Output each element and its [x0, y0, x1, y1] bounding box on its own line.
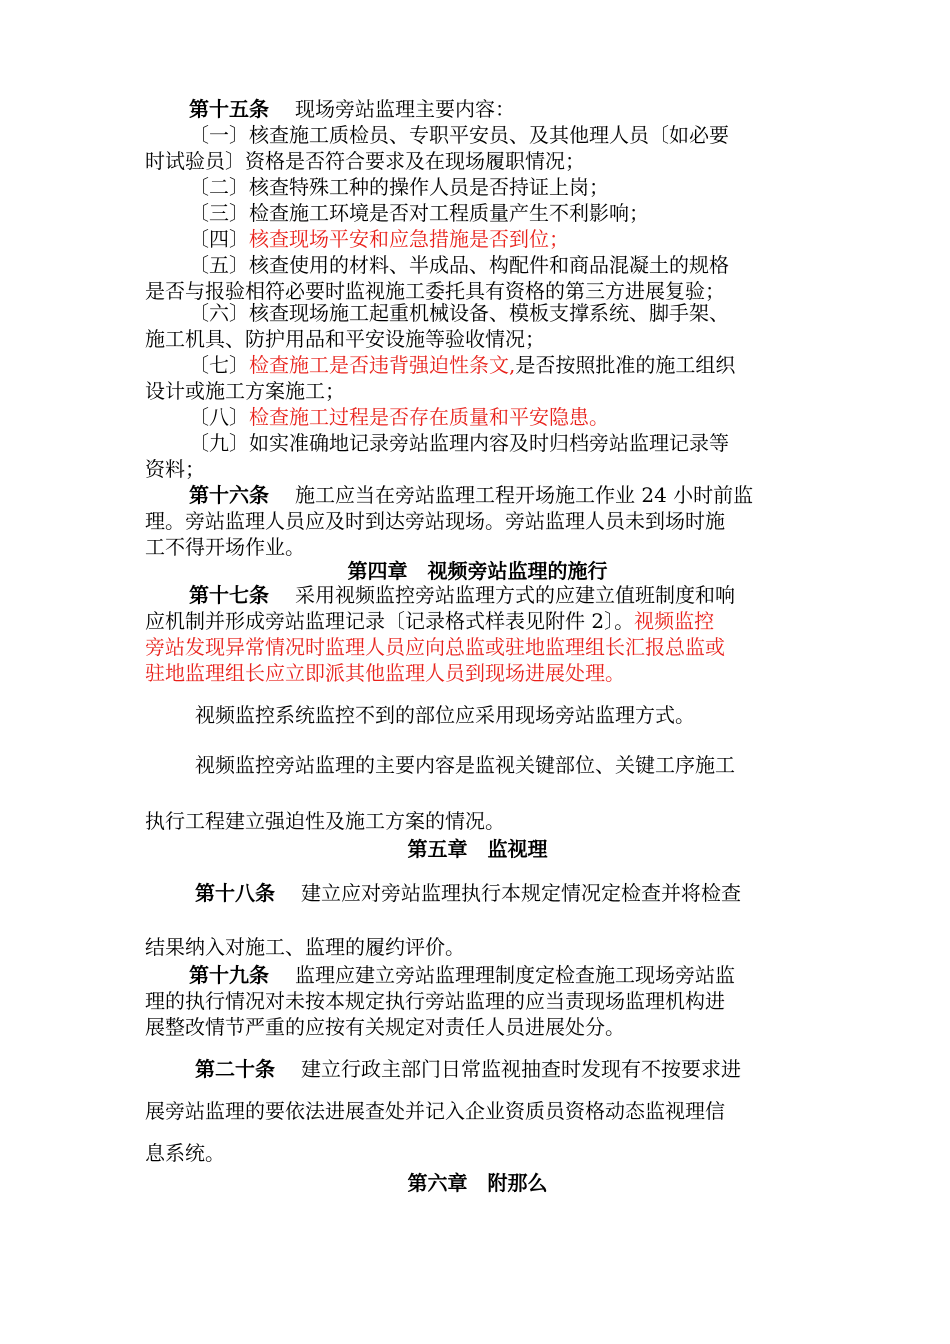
- article-19-heading: 第十九条: [189, 963, 269, 987]
- article-16-line-1: 第十六条 施工应当在旁站监理工程开场施工作业 24 小时前监: [189, 483, 754, 507]
- item-7-line-1: 〔七〕检查施工是否违背强迫性条文,是否按照批准的施工组织: [189, 353, 736, 377]
- article-20-line-1: 第二十条 建立行政主部门日常监视抽查时发现有不按要求进: [195, 1057, 741, 1081]
- article-15-title-line: [145, 96, 810, 122]
- article-18-line-2: 结果纳入对施工、监理的履约评价。: [145, 935, 465, 959]
- item-6-line-1: 〔六〕核查现场施工起重机械设备、模板支撑系统、脚手架、: [189, 301, 729, 325]
- chapter-4-heading: 第四章 视频旁站监理的施行: [347, 559, 608, 583]
- article-15-heading: 第十五条: [189, 97, 269, 121]
- item-9-line-2: 资料；: [145, 457, 205, 481]
- item-3: 〔三〕检查施工环境是否对工程质量产生不利影响；: [189, 201, 649, 225]
- article-17-line-2: 应机制并形成旁站监理记录〔记录格式样表见附件 2〕。视频监控: [145, 609, 715, 633]
- item-1-line-2: 时试验员〕资格是否符合要求及在现场履职情况；: [145, 149, 585, 173]
- paragraph-video-content-line-2: 执行工程建立强迫性及施工方案的情况。: [145, 809, 505, 833]
- item-9-line-1: 〔九〕如实准确地记录旁站监理内容及时归档旁站监理记录等: [189, 431, 729, 455]
- item-1-line-1: 〔一〕核查施工质检员、专职平安员、及其他理人员〔如必要: [189, 123, 729, 147]
- article-20-heading: 第二十条: [195, 1057, 275, 1081]
- chapter-5-heading: 第五章 监视理: [407, 837, 548, 861]
- article-18-line-1: 第十八条 建立应对旁站监理执行本规定情况定检查并将检查: [195, 881, 741, 905]
- item-4: 〔四〕核查现场平安和应急措施是否到位；: [189, 227, 569, 251]
- item-7-highlight: 检查施工是否违背强迫性条文,: [249, 353, 516, 377]
- article-19-line-2: 理的执行情况对未按本规定执行旁站监理的应当责现场监理机构进: [145, 989, 725, 1013]
- article-20-line-3: 息系统。: [145, 1141, 225, 1165]
- chapter-6-heading: 第六章 附那么: [407, 1171, 548, 1195]
- item-5-line-1: 〔五〕核查使用的材料、半成品、构配件和商品混凝土的规格: [189, 253, 729, 277]
- article-16-line-2: 理。旁站监理人员应及时到达旁站现场。旁站监理人员未到场时施: [145, 509, 725, 533]
- article-20-line-2: 展旁站监理的要依法进展查处并记入企业资质员资格动态监视理信: [145, 1099, 725, 1123]
- article-17-line-3: 旁站发现异常情况时监理人员应向总监或驻地监理组长汇报总监或: [145, 635, 725, 659]
- item-8-highlight: 检查施工过程是否存在质量和平安隐患。: [249, 405, 609, 429]
- item-8: 〔八〕检查施工过程是否存在质量和平安隐患。: [189, 405, 609, 429]
- paragraph-video-content-line-1: 视频监控旁站监理的主要内容是监视关键部位、关键工序施工: [195, 753, 735, 777]
- item-5-line-2: 是否与报验相符必要时监视施工委托具有资格的第三方进展复验；: [145, 279, 725, 303]
- item-2: 〔二〕核查特殊工种的操作人员是否持证上岗；: [189, 175, 609, 199]
- item-7-line-2: 设计或施工方案施工；: [145, 379, 345, 403]
- item-4-highlight: 核查现场平安和应急措施是否到位；: [249, 227, 569, 251]
- article-16-line-3: 工不得开场作业。: [145, 535, 305, 559]
- article-18-heading: 第十八条: [195, 881, 275, 905]
- article-16-heading: 第十六条: [189, 483, 269, 507]
- article-17-heading: 第十七条: [189, 583, 269, 607]
- paragraph-video-uncovered: 视频监控系统监控不到的部位应采用现场旁站监理方式。: [195, 703, 695, 727]
- article-15-title: 现场旁站监理主要内容：: [295, 97, 515, 121]
- article-19-line-1: 第十九条 监理应建立旁站监理理制度定检查施工现场旁站监: [189, 963, 735, 987]
- article-17-line-4: 驻地监理组长应立即派其他监理人员到现场进展处理。: [145, 661, 625, 685]
- article-17-line-1: 第十七条 采用视频监控旁站监理方式的应建立值班制度和响: [189, 583, 735, 607]
- item-6-line-2: 施工机具、防护用品和平安设施等验收情况；: [145, 327, 545, 351]
- article-19-line-3: 展整改情节严重的应按有关规定对责任人员进展处分。: [145, 1015, 625, 1039]
